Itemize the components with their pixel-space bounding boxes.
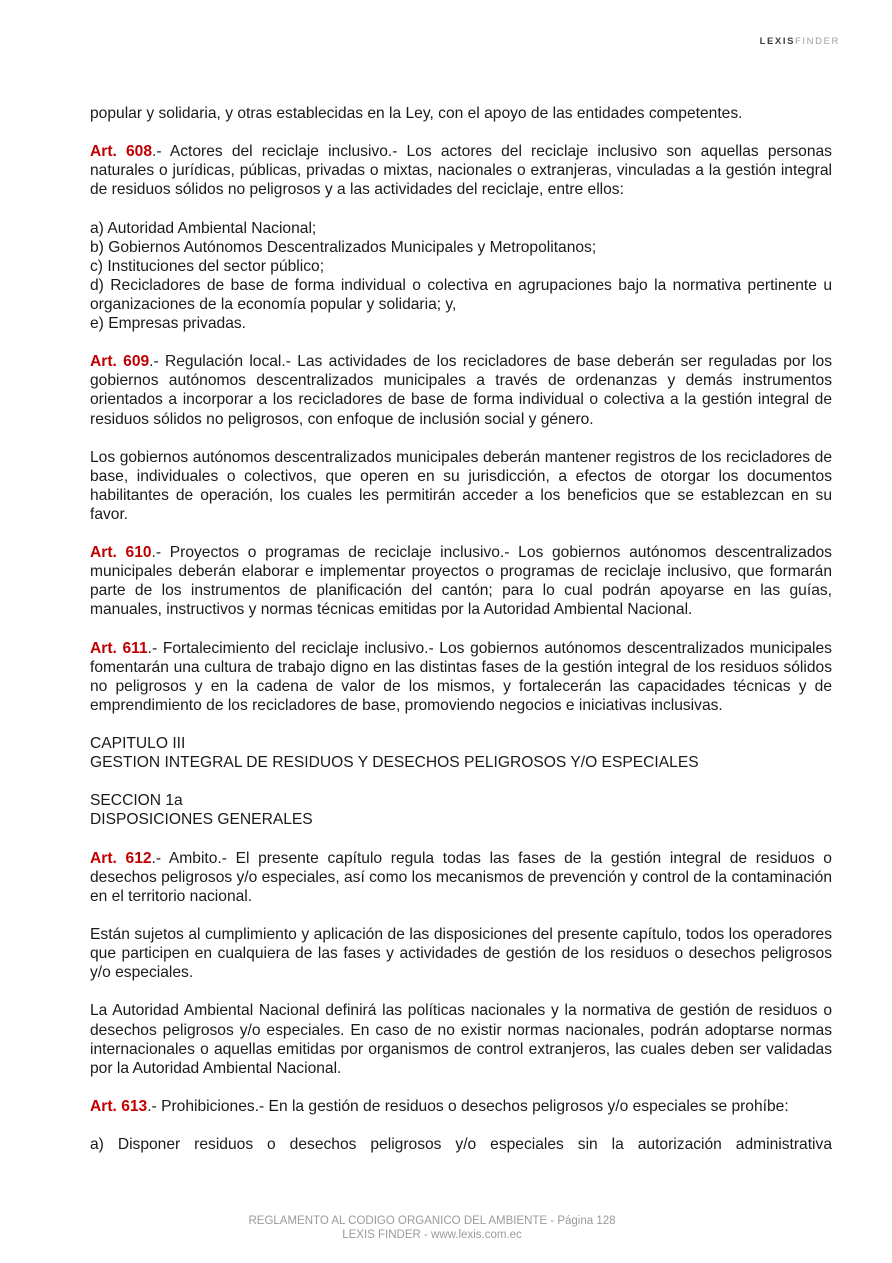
article-text: .- Ambito.- El presente capítulo regula todas las fases de la gestión integral de residuos o desechos peligrosos y/o especiales, así como los mecanismos de prevención y control de la contaminación en el territorio nacional. [90,849,832,905]
article-612 [90,849,832,906]
article-613 [90,1097,832,1116]
article-609 [90,352,832,428]
article-612-paragraph-3: La Autoridad Ambiental Nacional definirá las políticas nacionales y la normativa de gestión de residuos o desechos peligrosos y/o especiales. En caso de no existir normas nacionales, podrán adoptarse normas internacionales o aquellas emitidas por organismos de control extranjeros, las cuales deben ser validadas por la Autoridad Ambiental Nacional. [90,1002,832,1077]
article-text: .- Prohibiciones.- En la gestión de residuos o desechos peligrosos y/o especiales se prohíbe: [147,1097,789,1115]
article-text: .- Proyectos o programas de reciclaje inclusivo.- Los gobiernos autónomos descentralizados municipales deberán elaborar e implementar proyectos o programas de reciclaje inclusivo, que formarán parte de los instrumentos de planificación del cantón; para lo cual podrán apoyarse en las guías, manuales, instructivos y normas técnicas emitidas por la Autoridad Ambiental Nacional. [90,544,832,619]
section-title: DISPOSICIONES GENERALES [90,811,313,829]
brand-logo [760,36,840,47]
list-item: e) Empresas privadas. [90,315,246,333]
chapter-heading [90,734,832,772]
section-heading [90,791,832,829]
article-612-paragraph-2: Están sujetos al cumplimiento y aplicación de las disposiciones del presente capítulo, todos los operadores que participen en cualquiera de las fases y actividades de gestión de los residuos o desechos peligrosos y/o especiales. [90,926,832,982]
article-text: .- Fortalecimiento del reciclaje inclusivo.- Los gobiernos autónomos descentralizados municipales fomentarán una cultura de trabajo digno en las distintas fases de la gestión integral de los residuos sólidos no peligrosos y en la cadena de valor de los mismos, y fortalecerán las capacidades técnicas y de emprendimiento de los recicladores de base, promoviendo negocios e iniciativas inclusivas. [90,639,832,714]
list-item: c) Instituciones del sector público; [90,257,325,275]
article-label: Art. 609 [90,353,150,371]
article-613-item-a: a) Disponer residuos o desechos peligrosos y/o especiales sin la autorización administrativa [90,1136,832,1154]
list-item: d) Recicladores de base de forma individual o colectiva en agrupaciones bajo la normativa pertinente u organizaciones de la economía popular y solidaria; y, [90,276,832,313]
list-item: b) Gobiernos Autónomos Descentralizados Municipales y Metropolitanos; [90,238,597,256]
article-label: Art. 608 [90,143,153,161]
article-608 [90,142,832,199]
article-text: .- Regulación local.- Las actividades de los recicladores de base deberán ser reguladas por los gobiernos autónomos descentralizados municipales a través de ordenanzas y demás instrumentos orientados a incorporar a los recicladores de base de forma individual o colectiva a la gestión integral de residuos sólidos no peligrosos, con enfoque de inclusión social y género. [90,353,832,428]
article-label: Art. 610 [90,544,152,562]
footer-website: LEXIS FINDER - www.lexis.com.ec [342,1229,522,1241]
footer-document-title: REGLAMENTO AL CODIGO ORGANICO DEL AMBIENTE - Página 128 [248,1215,616,1227]
article-611 [90,639,832,715]
list-item: a) Autoridad Ambiental Nacional; [90,219,317,237]
chapter-number: CAPITULO III [90,735,186,753]
article-label: Art. 612 [90,849,152,867]
brand-logo-bold: LEXIS [759,36,796,47]
brand-logo-light: FINDER [795,36,840,47]
page-footer [0,1214,864,1242]
article-label: Art. 613 [90,1097,148,1115]
article-609-paragraph-2: Los gobiernos autónomos descentralizados municipales deberán mantener registros de los recicladores de base, individuales o colectivos, que operen en su jurisdicción, a efectos de otorgar los documentos habilitantes de operación, los cuales les permitirán acceder a los beneficios que se establezcan en su favor. [90,448,832,523]
spacer [90,199,832,218]
document-body [90,104,832,1173]
chapter-title: GESTION INTEGRAL DE RESIDUOS Y DESECHOS PELIGROSOS Y/O ESPECIALES [90,754,699,772]
intro-paragraph: popular y solidaria, y otras establecidas en la Ley, con el apoyo de las entidades competentes. [90,105,743,122]
article-608-list [90,219,832,334]
article-label: Art. 611 [90,639,148,657]
article-610 [90,543,832,619]
article-text: .- Actores del reciclaje inclusivo.- Los actores del reciclaje inclusivo son aquellas personas naturales o jurídicas, públicas, privadas o mixtas, nacionales o extranjeras, vinculadas a la gestión integral de residuos sólidos no peligrosos y a las actividades del reciclaje, entre ellos: [90,143,832,199]
section-number: SECCION 1a [90,792,183,810]
